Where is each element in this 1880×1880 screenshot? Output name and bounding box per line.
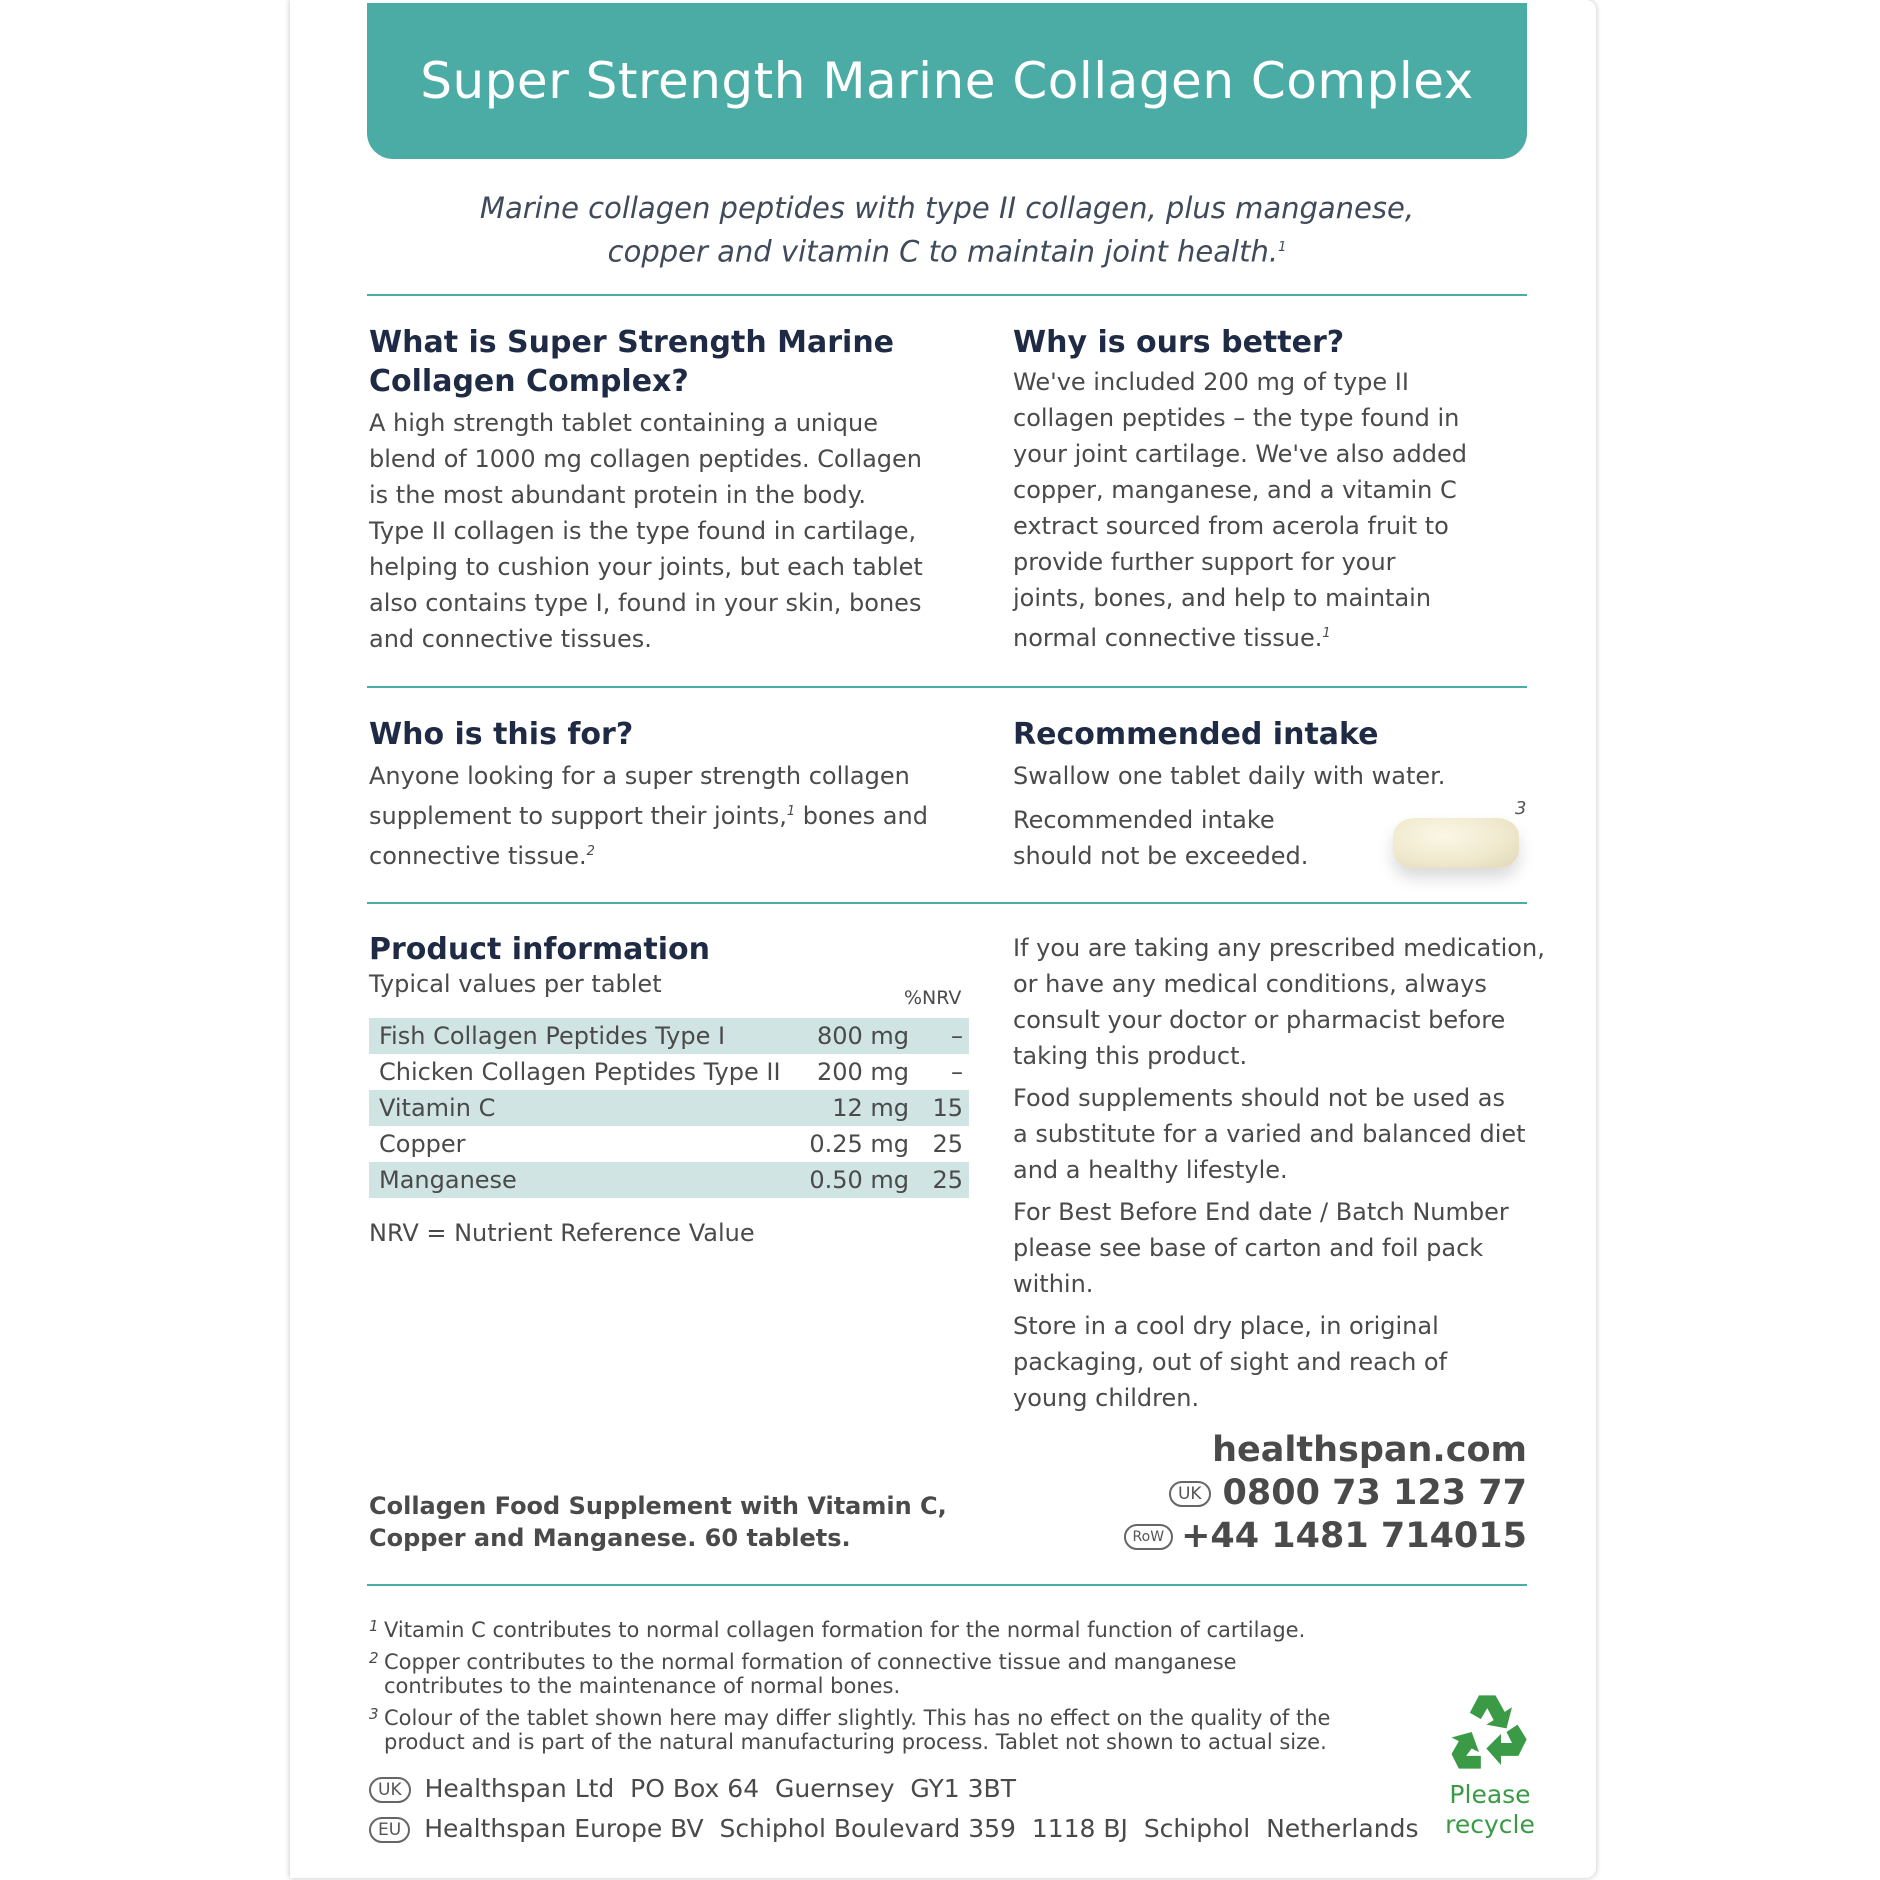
what-line: blend of 1000 mg collagen peptides. Collagen bbox=[369, 445, 922, 473]
advice-section bbox=[1013, 930, 1553, 1416]
why-heading: Why is ours better? bbox=[1013, 325, 1345, 360]
who-line-3 bbox=[369, 834, 969, 874]
recycle-label-2: recycle bbox=[1445, 1810, 1535, 1839]
advice-line: For Best Before End date / Batch Number bbox=[1013, 1198, 1509, 1226]
advice-para-1 bbox=[1013, 930, 1553, 1074]
who-line-3-text: connective tissue. bbox=[369, 842, 587, 870]
nutrient-name: Manganese bbox=[369, 1162, 797, 1198]
what-section bbox=[369, 323, 969, 657]
advice-line: taking this product. bbox=[1013, 1042, 1248, 1070]
advice-line: a substitute for a varied and balanced diet bbox=[1013, 1120, 1526, 1148]
why-line-text: normal connective tissue. bbox=[1013, 624, 1323, 652]
why-line: extract sourced from acerola fruit to bbox=[1013, 512, 1449, 540]
product-info-heading: Product information bbox=[369, 932, 710, 967]
footnote-text: Vitamin C contributes to normal collagen formation for the normal function of cartilage. bbox=[384, 1618, 1306, 1642]
nutrient-amount: 0.25 mg bbox=[809, 1130, 909, 1158]
description-line-2: Copper and Manganese. 60 tablets. bbox=[369, 1524, 851, 1552]
description-line-1: Collagen Food Supplement with Vitamin C, bbox=[369, 1492, 947, 1520]
uk-phone-row bbox=[1124, 1472, 1527, 1515]
who-body bbox=[369, 758, 969, 874]
product-title: Super Strength Marine Collagen Complex bbox=[420, 52, 1474, 110]
why-line: We've included 200 mg of type II bbox=[1013, 368, 1409, 396]
nutrient-amount: 0.50 mg bbox=[797, 1162, 915, 1198]
nutrient-nrv: 15 bbox=[915, 1090, 969, 1126]
eu-address bbox=[369, 1814, 1418, 1843]
product-info-section bbox=[369, 930, 969, 999]
nutrient-amount: 12 mg bbox=[797, 1090, 915, 1126]
what-line: A high strength tablet containing a unique bbox=[369, 409, 879, 437]
what-body bbox=[369, 405, 969, 657]
advice-line: If you are taking any prescribed medication, bbox=[1013, 934, 1545, 962]
nutrient-name: Chicken Collagen Peptides Type II bbox=[379, 1058, 781, 1086]
row-tag: RoW bbox=[1124, 1524, 1174, 1550]
why-line: copper, manganese, and a vitamin C bbox=[1013, 476, 1457, 504]
footnote-number: 3 bbox=[369, 1705, 379, 1723]
who-line-1: Anyone looking for a super strength collagen bbox=[369, 762, 910, 790]
tagline bbox=[367, 188, 1527, 272]
footnote-number: 1 bbox=[369, 1617, 379, 1635]
why-body bbox=[1013, 364, 1533, 656]
table-row bbox=[369, 1018, 969, 1054]
footnote-text: Colour of the tablet shown here may differ slightly. This has no effect on the quality of the bbox=[384, 1706, 1331, 1730]
uk-address-tag: UK bbox=[369, 1777, 411, 1803]
uk-address bbox=[369, 1774, 1016, 1803]
who-section bbox=[369, 715, 969, 874]
who-line-2b: bones and bbox=[795, 802, 928, 830]
footnote-1 bbox=[369, 1618, 1369, 1642]
table-row bbox=[369, 1054, 969, 1090]
advice-line: or have any medical conditions, always bbox=[1013, 970, 1487, 998]
nrv-note: NRV = Nutrient Reference Value bbox=[369, 1219, 755, 1247]
nutrient-nrv: 25 bbox=[915, 1162, 969, 1198]
advice-line: Food supplements should not be used as bbox=[1013, 1084, 1505, 1112]
row-phone[interactable]: +44 1481 714015 bbox=[1181, 1516, 1527, 1556]
advice-line: young children. bbox=[1013, 1384, 1200, 1412]
tablet-footnote-ref: 3 bbox=[1515, 798, 1527, 819]
table-row bbox=[369, 1126, 969, 1162]
what-line: Type II collagen is the type found in cartilage, bbox=[369, 517, 917, 545]
advice-line: consult your doctor or pharmacist before bbox=[1013, 1006, 1506, 1034]
intake-heading: Recommended intake bbox=[1013, 717, 1379, 752]
table-row bbox=[369, 1090, 969, 1126]
row-phone-row bbox=[1124, 1515, 1527, 1558]
nutrient-nrv: 25 bbox=[932, 1130, 963, 1158]
footnote-text: product and is part of the natural manufacturing process. Tablet not shown to actual size. bbox=[384, 1730, 1327, 1754]
who-heading: Who is this for? bbox=[369, 717, 634, 752]
footnote-number: 2 bbox=[369, 1649, 379, 1667]
advice-para-2 bbox=[1013, 1080, 1553, 1188]
divider-2 bbox=[367, 686, 1527, 688]
why-line: provide further support for your bbox=[1013, 548, 1396, 576]
why-section bbox=[1013, 323, 1533, 656]
tagline-line-2 bbox=[367, 228, 1527, 272]
nrv-column-header: %NRV bbox=[904, 987, 962, 1009]
recycle-icon bbox=[1444, 1688, 1536, 1776]
nutrient-nrv: – bbox=[951, 1058, 963, 1086]
nutrient-nrv: – bbox=[915, 1018, 969, 1054]
table-row bbox=[369, 1162, 969, 1198]
why-line: your joint cartilage. We've also added bbox=[1013, 440, 1467, 468]
who-line-2 bbox=[369, 794, 969, 834]
intake-line-3: should not be exceeded. bbox=[1013, 842, 1309, 870]
advice-line: packaging, out of sight and reach of bbox=[1013, 1348, 1448, 1376]
tagline-line-1: Marine collagen peptides with type II collagen, plus manganese, bbox=[479, 191, 1415, 225]
contact-block bbox=[1124, 1428, 1527, 1558]
nutrient-name: Copper bbox=[379, 1130, 466, 1158]
what-line: helping to cushion your joints, but each tablet bbox=[369, 553, 923, 581]
advice-line: and a healthy lifestyle. bbox=[1013, 1156, 1288, 1184]
title-banner bbox=[367, 3, 1527, 159]
divider-4 bbox=[367, 1584, 1527, 1586]
who-ref-2: 2 bbox=[586, 844, 595, 859]
why-line: joints, bones, and help to maintain bbox=[1013, 584, 1432, 612]
nutrient-amount: 800 mg bbox=[797, 1018, 915, 1054]
uk-address-text: Healthspan Ltd PO Box 64 Guernsey GY1 3BT bbox=[424, 1774, 1016, 1803]
why-line-last bbox=[1013, 616, 1533, 656]
tagline-footnote-ref: 1 bbox=[1278, 240, 1287, 255]
tagline-line-2-text: copper and vitamin C to maintain joint health. bbox=[607, 234, 1279, 269]
advice-line: please see base of carton and foil pack within. bbox=[1013, 1234, 1484, 1298]
advice-para-4 bbox=[1013, 1308, 1553, 1416]
product-description bbox=[369, 1490, 947, 1554]
intake-line-1: Swallow one tablet daily with water. bbox=[1013, 762, 1446, 790]
who-line-2a: supplement to support their joints, bbox=[369, 802, 787, 830]
divider-3 bbox=[367, 902, 1527, 904]
what-heading-line-1: What is Super Strength Marine bbox=[369, 325, 895, 360]
nutrient-name: Vitamin C bbox=[369, 1090, 797, 1126]
uk-tag: UK bbox=[1169, 1481, 1211, 1507]
advice-line: Store in a cool dry place, in original bbox=[1013, 1312, 1439, 1340]
nutrition-table bbox=[369, 1018, 969, 1198]
recycle-block bbox=[1440, 1688, 1540, 1840]
carton-back-panel bbox=[290, 0, 1596, 1878]
footnote-2 bbox=[369, 1650, 1369, 1698]
nutrient-name: Fish Collagen Peptides Type I bbox=[369, 1018, 797, 1054]
recycle-label-1: Please bbox=[1449, 1780, 1531, 1809]
what-line: also contains type I, found in your skin, bones bbox=[369, 589, 922, 617]
intake-line-2: Recommended intake bbox=[1013, 806, 1275, 834]
nutrient-amount: 200 mg bbox=[816, 1058, 909, 1086]
footnote-text: Copper contributes to the normal formation of connective tissue and manganese bbox=[384, 1650, 1237, 1674]
who-ref-1: 1 bbox=[786, 804, 796, 819]
footnote-text: contributes to the maintenance of normal bones. bbox=[384, 1674, 901, 1698]
why-footnote-ref: 1 bbox=[1322, 626, 1331, 641]
uk-phone[interactable]: 0800 73 123 77 bbox=[1222, 1473, 1527, 1513]
what-line: is the most abundant protein in the body. bbox=[369, 481, 867, 509]
what-line: and connective tissues. bbox=[369, 625, 652, 653]
eu-address-text: Healthspan Europe BV Schiphol Boulevard 359 1118 BJ Schiphol Netherlands bbox=[424, 1814, 1419, 1843]
eu-address-tag: EU bbox=[369, 1817, 410, 1843]
website-link[interactable]: healthspan.com bbox=[1212, 1430, 1527, 1470]
what-heading-line-2: Collagen Complex? bbox=[369, 364, 689, 399]
tablet-image bbox=[1393, 818, 1519, 868]
product-info-subheading: Typical values per tablet bbox=[369, 970, 662, 998]
advice-para-3 bbox=[1013, 1194, 1553, 1302]
footnote-3 bbox=[369, 1706, 1369, 1754]
divider-1 bbox=[367, 294, 1527, 296]
why-line: collagen peptides – the type found in bbox=[1013, 404, 1460, 432]
